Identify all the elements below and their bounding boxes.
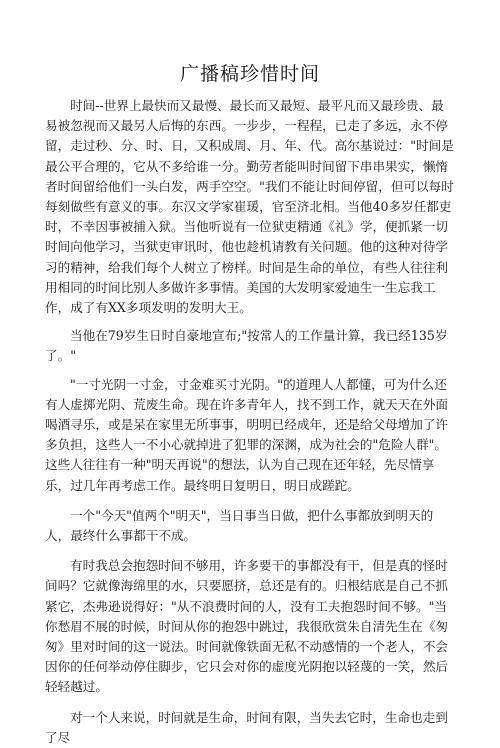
paragraph-1: 时间--世界上最快而又最慢、最长而又最短、最平凡而又最珍贵、最易被忽视而又最另人后悔的东西。一步步，一程程，已走了多远，永不停留，走过秒、分、时、日，又积成周、月、年、代。高尔基说过："时间是最公平合理的，它从不多给谁一分。勤劳者能叫时间留下串串果实，懒惰者时间留给他们一头白发，两手空空。"我们不能让时间停留，但可以每时每刻做些有意义的事。东汉文学家崔瑗，官至济北相。当他40多岁任都吏时，不幸因事被捕入狱。当他听说有一位狱吏精通《礼》学，便抓紧一切时间向他学习，当狱吏审讯时，他也趁机请教有关问题。他的这种对待学习的精神，给我们每个人树立了榜样。时间是生命的单位，有些人往往利用相同的时间比别人多做许多事情。美国的大发明家爱迪生一生忘我工作，成了有XX多项发明的发明大王。 bbox=[45, 98, 454, 316]
paragraph-3: "一寸光阴一寸金，寸金难买寸光阴。"的道理人人都懂，可为什么还有人虚掷光阴、荒废生命。现在许多青年人，找不到工作，就天天在外面喝酒寻乐，或是呆在家里无所事事，明明已经成年，还是给父母增加了许多负担，这些人一不小心就掉进了犯罪的深渊，成为社会的"危险人群"。这些人往往有一种"明天再说"的想法，认为自己现在还年轻，先尽情享乐，过几年再考虑工作。最终明日复明日，明日成蹉跎。 bbox=[45, 376, 448, 493]
paragraph-spacer bbox=[0, 318, 500, 326]
paragraph-spacer bbox=[0, 367, 500, 375]
document-body bbox=[0, 96, 500, 748]
paragraph-spacer bbox=[0, 496, 500, 506]
paragraph-6: 对一个人来说，时间就是生命，时间有限，当失去它时，生命也走到了尽 bbox=[45, 709, 448, 745]
paragraph-spacer bbox=[0, 698, 500, 708]
paragraph-5: 有时我总会抱怨时间不够用，许多要干的事都没有干，但是真的怪时间吗？它就像海绵里的水，只要愿挤，总还是有的。归根结底是自己不抓紧它，杰弗逊说得好："从不浪费时间的人，没有工夫抱怨时间不够。"当你愁眉不展的时候，时间从你的抱怨中跳过，我很欣赏朱自清先生在《匆匆》里对时间的这一说法。时间就像铁面无私不动感情的一个老人，不会因你的任何举动停住脚步，它只会对你的虚度光阴抱以轻蔑的一笑，然后轻轻越过。 bbox=[45, 558, 448, 695]
document-title: 广播稿珍惜时间 bbox=[179, 63, 320, 85]
paragraph-4: 一个"今天"值两个"明天"，当日事当日做，把什么事都放到明天的人，最终什么事都干不成。 bbox=[45, 507, 434, 544]
paragraph-spacer bbox=[0, 546, 500, 556]
paragraph-2: 当他在79岁生日时自豪地宣布;"按常人的工作量计算，我已经135岁了。" bbox=[45, 328, 448, 364]
